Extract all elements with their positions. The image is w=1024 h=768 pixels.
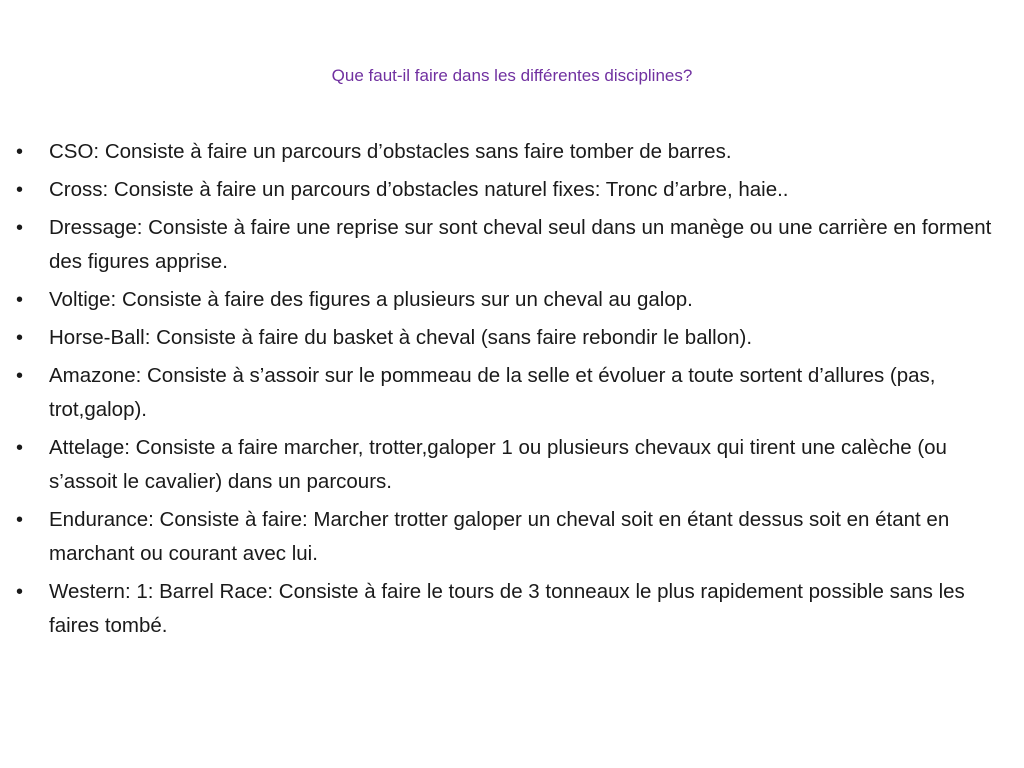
- bullet-item-western: [14, 575, 1014, 643]
- bullet-item-cso: [14, 135, 1014, 169]
- bullet-item-endurance: [14, 503, 1014, 571]
- bullet-text: Voltige: Consiste à faire des figures a plusieurs sur un cheval au galop.: [49, 288, 693, 311]
- bullet-icon: •: [16, 217, 24, 239]
- bullet-icon: •: [16, 437, 24, 459]
- bullet-icon: •: [16, 365, 24, 387]
- bullet-item-cross: [14, 173, 1014, 207]
- bullet-icon: •: [16, 509, 24, 531]
- bullet-text: Dressage: Consiste à faire une reprise sur sont cheval seul dans un manège ou une carrière en forment des figures apprise.: [49, 216, 992, 273]
- bullet-item-attelage: [14, 431, 1014, 499]
- bullet-text: Endurance: Consiste à faire: Marcher trotter galoper un cheval soit en étant dessus soit en étant en marchant ou courant avec lui.: [49, 508, 950, 565]
- bullet-icon: •: [16, 289, 24, 311]
- slide-title: Que faut-il faire dans les différentes disciplines?: [331, 66, 693, 85]
- bullet-list: [14, 135, 1014, 647]
- bullet-icon: •: [16, 141, 24, 163]
- bullet-icon: •: [16, 327, 24, 349]
- bullet-text: Cross: Consiste à faire un parcours d’obstacles naturel fixes: Tronc d’arbre, haie..: [49, 178, 789, 201]
- bullet-item-dressage: [14, 211, 1014, 279]
- bullet-text: Western: 1: Barrel Race: Consiste à faire le tours de 3 tonneaux le plus rapidement possible sans les faires tombé.: [49, 580, 965, 637]
- bullet-item-amazone: [14, 359, 1014, 427]
- bullet-text: CSO: Consiste à faire un parcours d’obstacles sans faire tomber de barres.: [49, 140, 732, 163]
- bullet-item-voltige: [14, 283, 1014, 317]
- bullet-icon: •: [16, 179, 24, 201]
- bullet-icon: •: [16, 581, 24, 603]
- bullet-text: Amazone: Consiste à s’assoir sur le pommeau de la selle et évoluer a toute sortent d’allures (pas, trot,galop).: [49, 364, 936, 421]
- bullet-text: Attelage: Consiste a faire marcher, trotter,galoper 1 ou plusieurs chevaux qui tirent une calèche (ou s’assoit le cavalier) dans un parcours.: [49, 436, 947, 493]
- bullet-text: Horse-Ball: Consiste à faire du basket à cheval (sans faire rebondir le ballon).: [49, 326, 753, 349]
- bullet-item-horse-ball: [14, 321, 1014, 355]
